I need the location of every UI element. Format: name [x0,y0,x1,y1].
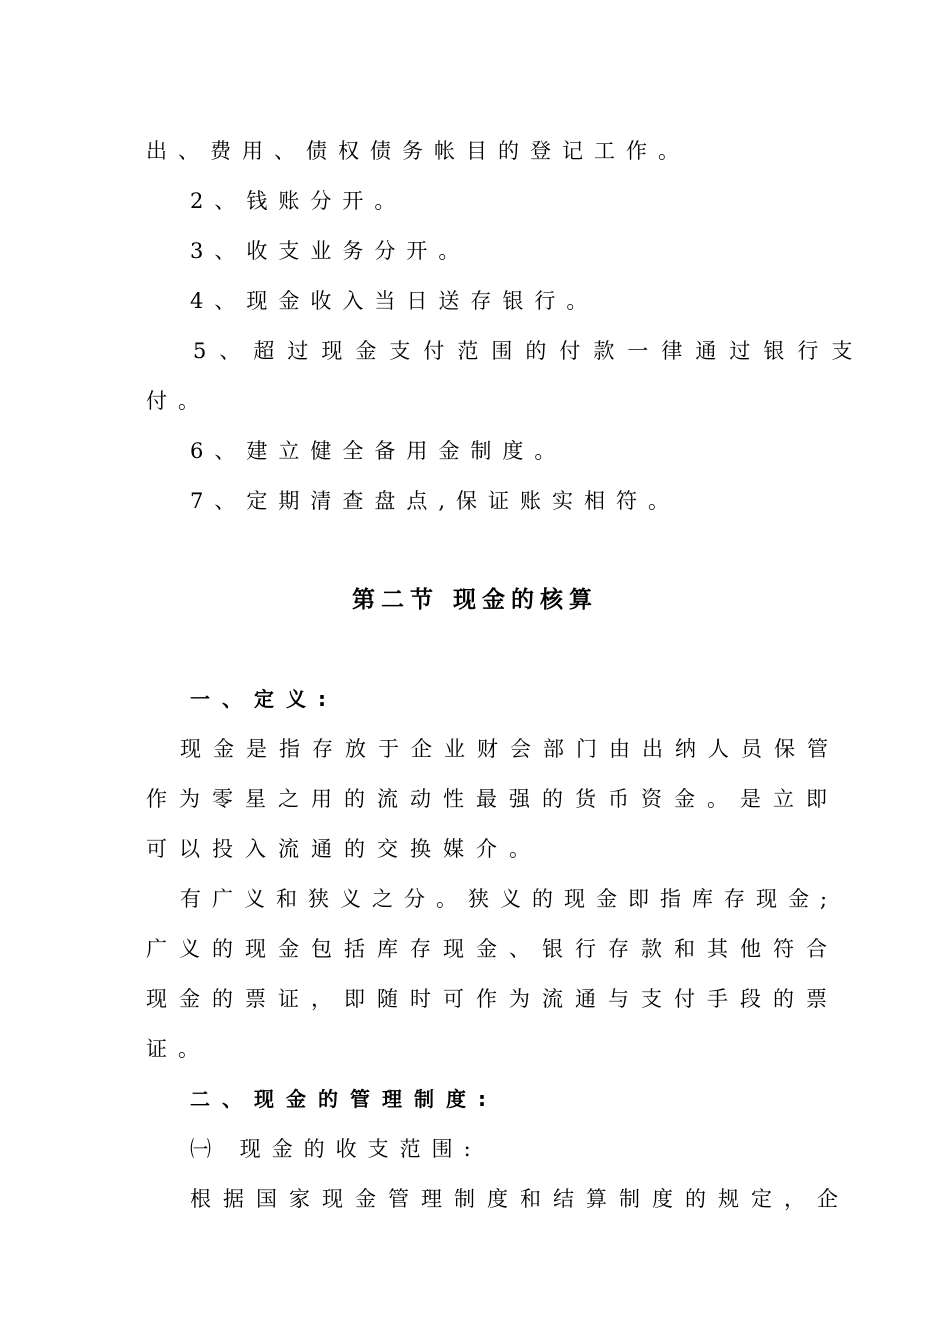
section-title: 第二节 现金的核算 [351,587,598,613]
paragraph-line: 现金的票证，即随时可作为流通与支付手段的票 [146,987,839,1011]
list-item: 3、收支业务分开。 [190,239,471,263]
paragraph-line: 作为零星之用的流动性最强的货币资金。是立即 [146,787,839,811]
list-item: 2、钱账分开。 [190,189,407,213]
part2-heading: 二、现金的管理制度: [190,1087,498,1111]
list-item: 6、建立健全备用金制度。 [190,439,567,463]
text-line: 出、费用、债权债务帐目的登记工作。 [146,139,690,163]
subheading: ㈠ 现金的收支范围: [190,1137,482,1161]
list-item: 5、超过现金支付范围的付款一律通过银行支 [193,339,866,363]
list-item: 7、定期清查盘点,保证账实相符。 [190,489,681,513]
part1-heading: 一、定义: [190,687,338,711]
list-item: 4、现金收入当日送存银行。 [190,289,599,313]
paragraph-line: 广义的现金包括库存现金、银行存款和其他符合 [146,937,839,961]
paragraph-line: 可以投入流通的交换媒介。 [146,837,542,861]
paragraph-line: 根据国家现金管理制度和结算制度的规定，企 [190,1187,850,1211]
text-line: 付。 [146,389,210,413]
paragraph-line: 证。 [146,1037,210,1061]
paragraph-line: 现金是指存放于企业财会部门由出纳人员保管 [180,737,840,761]
paragraph-line: 有广义和狭义之分。狭义的现金即指库存现金; [180,887,839,911]
